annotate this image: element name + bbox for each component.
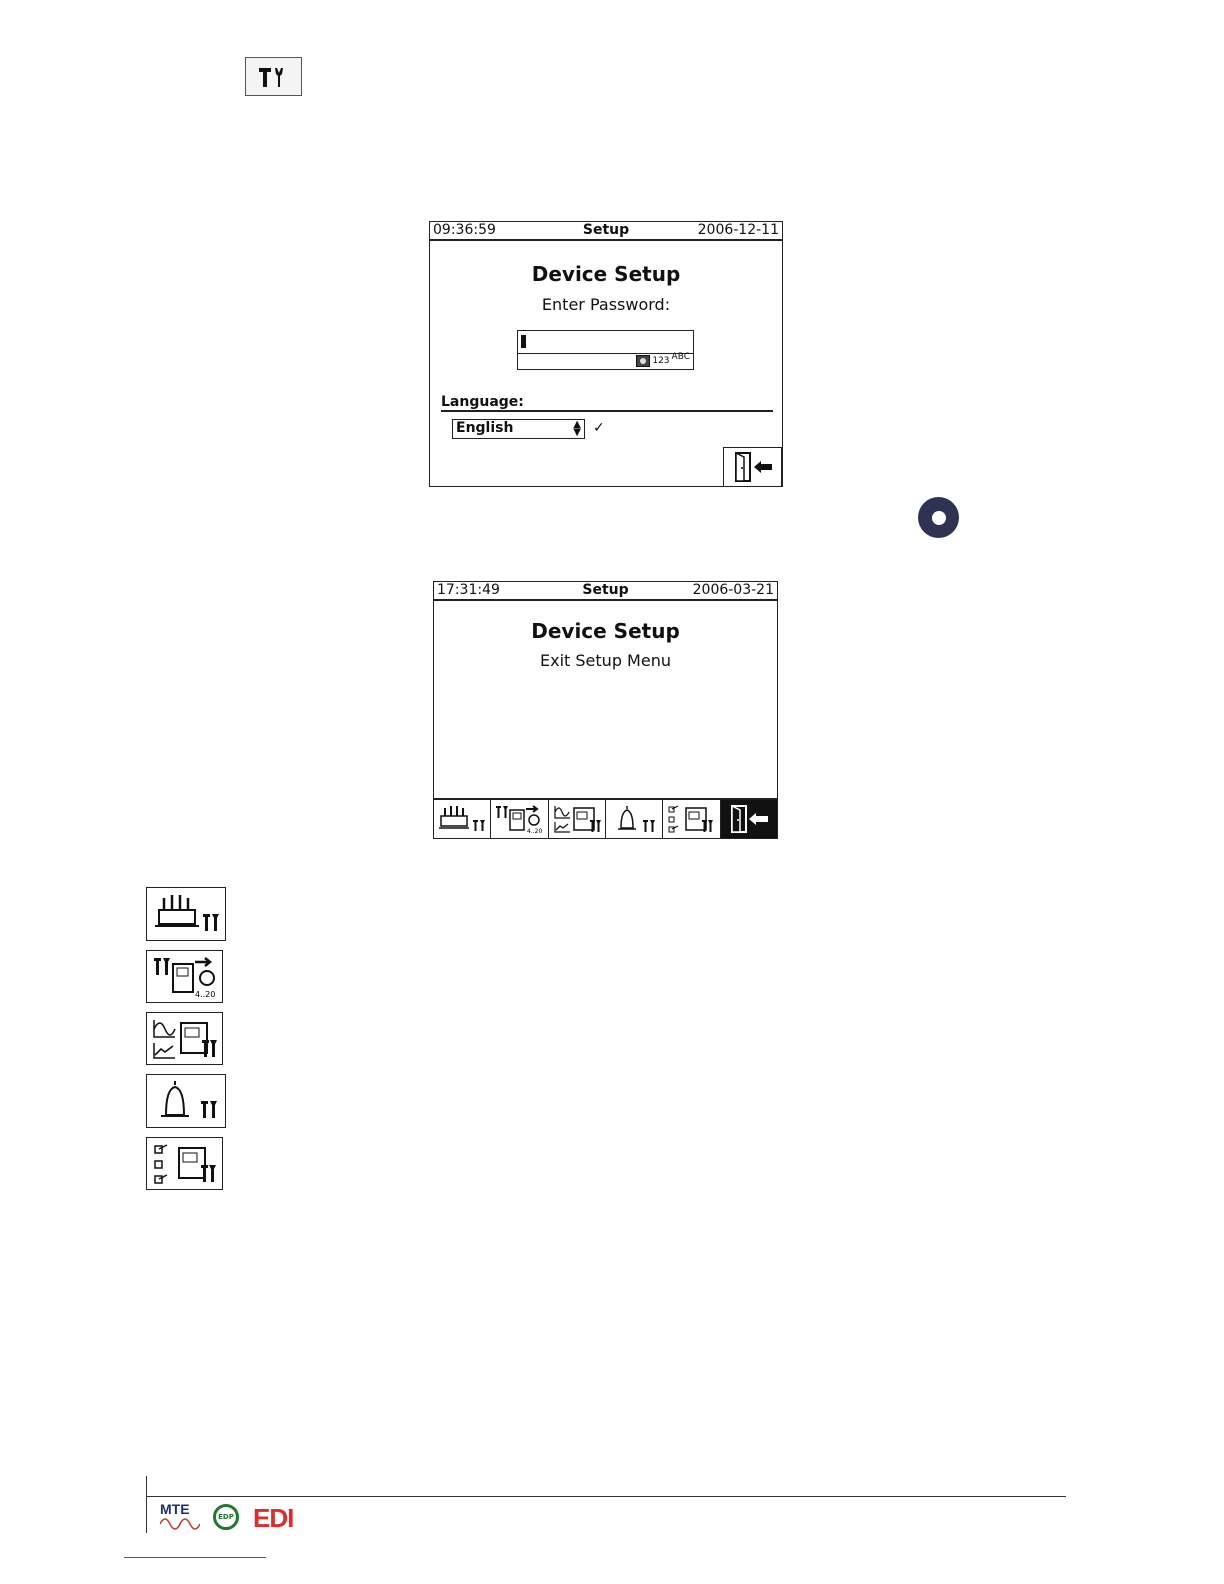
transformer-setup-icon (151, 892, 221, 936)
footer-link-underline (124, 1557, 266, 1558)
language-divider (441, 410, 773, 412)
mte-logo (160, 1501, 200, 1531)
sine-wave-icon (160, 1517, 200, 1531)
status-date: 2006-03-21 (692, 582, 774, 598)
setup-tools-button[interactable] (245, 57, 302, 96)
legend-waveform-setup (146, 1012, 223, 1065)
up-down-arrows-icon: ▲ ▼ (573, 419, 581, 438)
tab-transformer-setup[interactable] (434, 800, 491, 838)
confirm-check-icon[interactable]: ✓ (593, 420, 605, 436)
screen-mode: Setup (582, 582, 629, 598)
input-mode-selector[interactable] (636, 353, 690, 369)
exit-door-icon (730, 451, 776, 483)
tab-alarm-setup[interactable] (606, 800, 663, 838)
tab-exit-setup[interactable] (721, 800, 777, 838)
waveform-device-setup-icon (552, 804, 602, 834)
bullet-marker (918, 497, 959, 538)
language-label: Language: (441, 394, 524, 410)
password-input[interactable] (517, 330, 694, 370)
svg-text:4..20: 4..20 (527, 828, 543, 834)
analog-output-setup-icon (151, 955, 219, 999)
keyboard-toggle-icon (636, 355, 650, 367)
screen-mode: Setup (582, 222, 630, 238)
exit-button[interactable] (723, 447, 782, 487)
device-setup-password-screen (429, 221, 783, 487)
numeric-mode-label: 123 (652, 356, 670, 366)
page-subtitle: Enter Password: (541, 295, 671, 314)
green-logo-text: EDP (218, 1513, 234, 1521)
alpha-mode-label: ABC (671, 352, 690, 362)
analog-output-setup-icon (494, 804, 544, 834)
device-setup-exit-screen (433, 581, 778, 839)
legend-checklist-setup (146, 1137, 223, 1190)
legend-transformer-setup (146, 887, 226, 941)
password-field[interactable] (518, 331, 693, 354)
footer-vertical-rule (146, 1476, 147, 1533)
clock-time: 17:31:49 (437, 582, 500, 598)
mte-logo-text: MTE (160, 1501, 190, 1517)
checklist-device-setup-icon (666, 804, 716, 834)
language-value: English (456, 420, 514, 436)
waveform-device-setup-icon (151, 1017, 219, 1061)
status-bar (434, 582, 777, 601)
page-title: Device Setup (531, 262, 681, 286)
language-select[interactable] (452, 419, 585, 439)
footer-rule (146, 1496, 1066, 1497)
text-cursor (521, 335, 526, 348)
exit-door-icon (724, 804, 774, 834)
status-bar (430, 222, 782, 241)
clock-time: 09:36:59 (433, 222, 496, 238)
alarm-bell-setup-icon (151, 1079, 221, 1123)
green-circle-logo (213, 1504, 239, 1530)
svg-text:4..20: 4..20 (194, 989, 215, 999)
alarm-bell-setup-icon (609, 804, 659, 834)
transformer-setup-icon (437, 804, 487, 834)
hammer-wrench-icon (257, 65, 291, 89)
legend-alarm-setup (146, 1074, 226, 1128)
tab-analog-output-setup[interactable] (491, 800, 548, 838)
setup-menu-tabbar (434, 798, 777, 838)
legend-analog-output-setup (146, 950, 223, 1003)
page-subtitle: Exit Setup Menu (540, 651, 671, 670)
status-date: 2006-12-11 (697, 222, 779, 238)
tab-checklist-setup[interactable] (663, 800, 720, 838)
page-title: Device Setup (531, 619, 680, 643)
tab-waveform-setup[interactable] (549, 800, 606, 838)
checklist-device-setup-icon (151, 1142, 219, 1186)
edi-logo: EDI (253, 1503, 294, 1533)
